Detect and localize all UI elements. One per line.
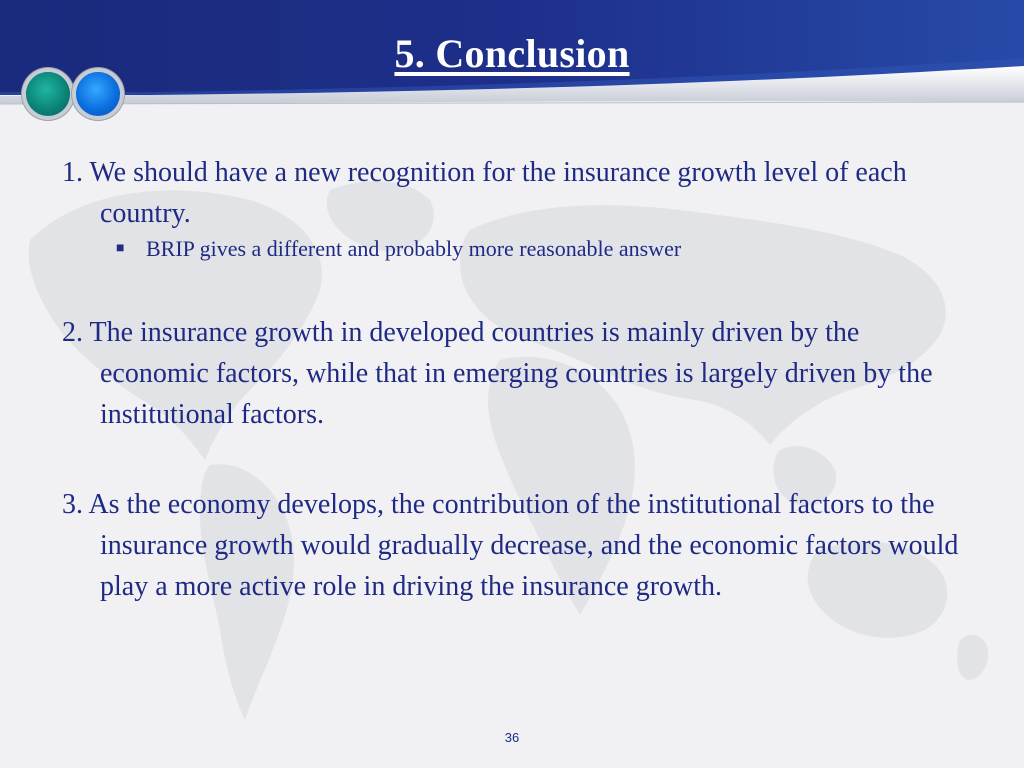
conclusion-point-2: 2. The insurance growth in developed countries is mainly driven by the economic factors, while that in emerging countries is largely driven by the institutional factors. — [62, 317, 933, 430]
slide-title: 5. Conclusion — [394, 31, 630, 76]
subpoint-text: BRIP gives a different and probably more reasonable answer — [146, 236, 682, 261]
conclusion-point-3: 3. As the economy develops, the contribution of the institutional factors to the insurance growth would gradually decrease, and the economic factors would play a more active role in driving the insurance growth. — [62, 489, 959, 602]
square-bullet-icon: ■ — [116, 241, 125, 256]
conclusion-point-1: 1. We should have a new recognition for the insurance growth level of each country. — [62, 157, 907, 229]
page-number: 36 — [504, 730, 520, 745]
blue-orb-icon — [76, 72, 120, 116]
conclusion-subpoint-1 — [116, 234, 962, 264]
green-orb-icon — [26, 72, 70, 116]
slide-body — [62, 152, 962, 607]
slide-header — [0, 0, 1024, 120]
